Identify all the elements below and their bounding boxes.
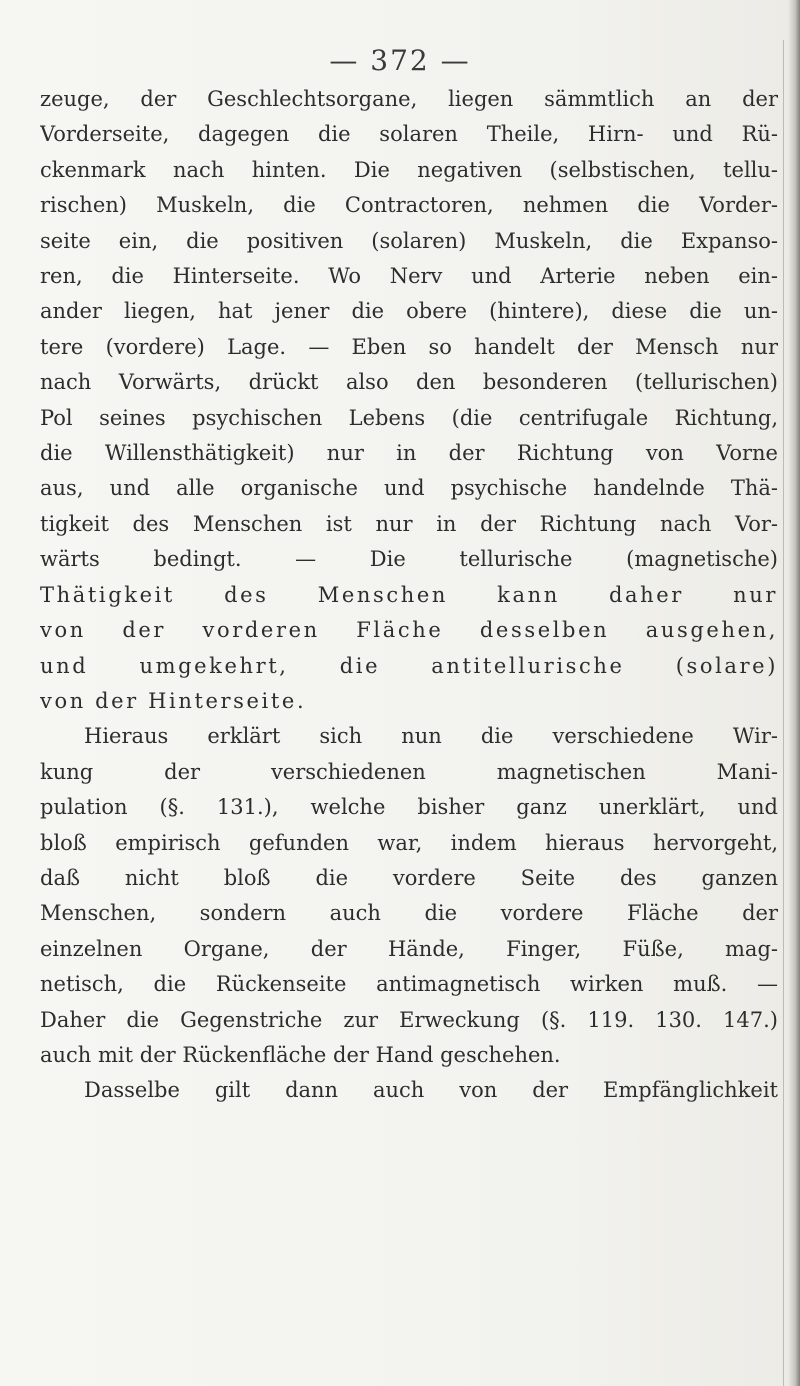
emphasized-text-line: von der Hinterseite. [40, 688, 307, 713]
text-line: Vorderseite, dagegen die solaren Theile, Hirn- und Rü- [40, 122, 778, 147]
text-line: aus, und alle organische und psychische handelnde Thä- [40, 476, 778, 501]
page-number: — 372 — [329, 44, 471, 77]
text-line: tigkeit des Menschen ist nur in der Richtung nach Vor- [40, 511, 778, 536]
emphasized-text-line: von der vorderen Fläche desselben ausgehen, [40, 618, 778, 643]
emphasized-text-line: Thätigkeit des Menschen kann daher nur [40, 582, 778, 607]
text-line: Daher die Gegenstriche zur Erweckung (§. 119. 130. 147.) [40, 1007, 778, 1032]
text-line: die Willensthätigkeit) nur in der Richtung von Vorne [40, 441, 778, 466]
text-line: seite ein, die positiven (solaren) Muskeln, die Expanso- [40, 228, 778, 253]
text-line: netisch, die Rückenseite antimagnetisch wirken muß. — [40, 972, 778, 997]
text-line: daß nicht bloß die vordere Seite des ganzen [40, 865, 778, 890]
text-line: tere (vordere) Lage. — Eben so handelt der Mensch nur [40, 334, 778, 359]
text-line: Pol seines psychischen Lebens (die centrifugale Richtung, [40, 405, 778, 430]
text-line: Menschen, sondern auch die vordere Fläche der [40, 901, 778, 926]
text-line: auch mit der Rückenfläche der Hand geschehen. [40, 1042, 561, 1067]
page-edge-line [783, 40, 784, 1386]
page-edge-shadow [788, 0, 800, 1386]
text-line: ckenmark nach hinten. Die negativen (selbstischen, tellu- [40, 157, 778, 182]
text-line: nach Vorwärts, drückt also den besonderen (tellurischen) [40, 370, 778, 395]
text-line: bloß empirisch gefunden war, indem hieraus hervorgeht, [40, 830, 778, 855]
emphasized-text-line: und umgekehrt, die antitellurische (solare) [40, 653, 778, 678]
text-line: zeuge, der Geschlechtsorgane, liegen sämmtlich an der [40, 87, 778, 111]
paragraph-start-line: Dasselbe gilt dann auch von der Empfänglichkeit [84, 1078, 778, 1103]
text-line: wärts bedingt. — Die tellurische (magnetische) [40, 547, 778, 572]
text-line: kung der verschiedenen magnetischen Mani- [40, 759, 778, 784]
text-line: einzelnen Organe, der Hände, Finger, Füße, mag- [40, 936, 778, 961]
text-line: pulation (§. 131.), welche bisher ganz unerklärt, und [40, 795, 778, 820]
text-line: rischen) Muskeln, die Contractoren, nehmen die Vorder- [40, 193, 778, 218]
paragraph-start-line: Hieraus erklärt sich nun die verschiedene Wir- [84, 724, 778, 749]
text-line: ander liegen, hat jener die obere (hintere), diese die un- [40, 299, 778, 324]
body-text [40, 82, 778, 1109]
text-line: ren, die Hinterseite. Wo Nerv und Arterie neben ein- [40, 264, 778, 289]
